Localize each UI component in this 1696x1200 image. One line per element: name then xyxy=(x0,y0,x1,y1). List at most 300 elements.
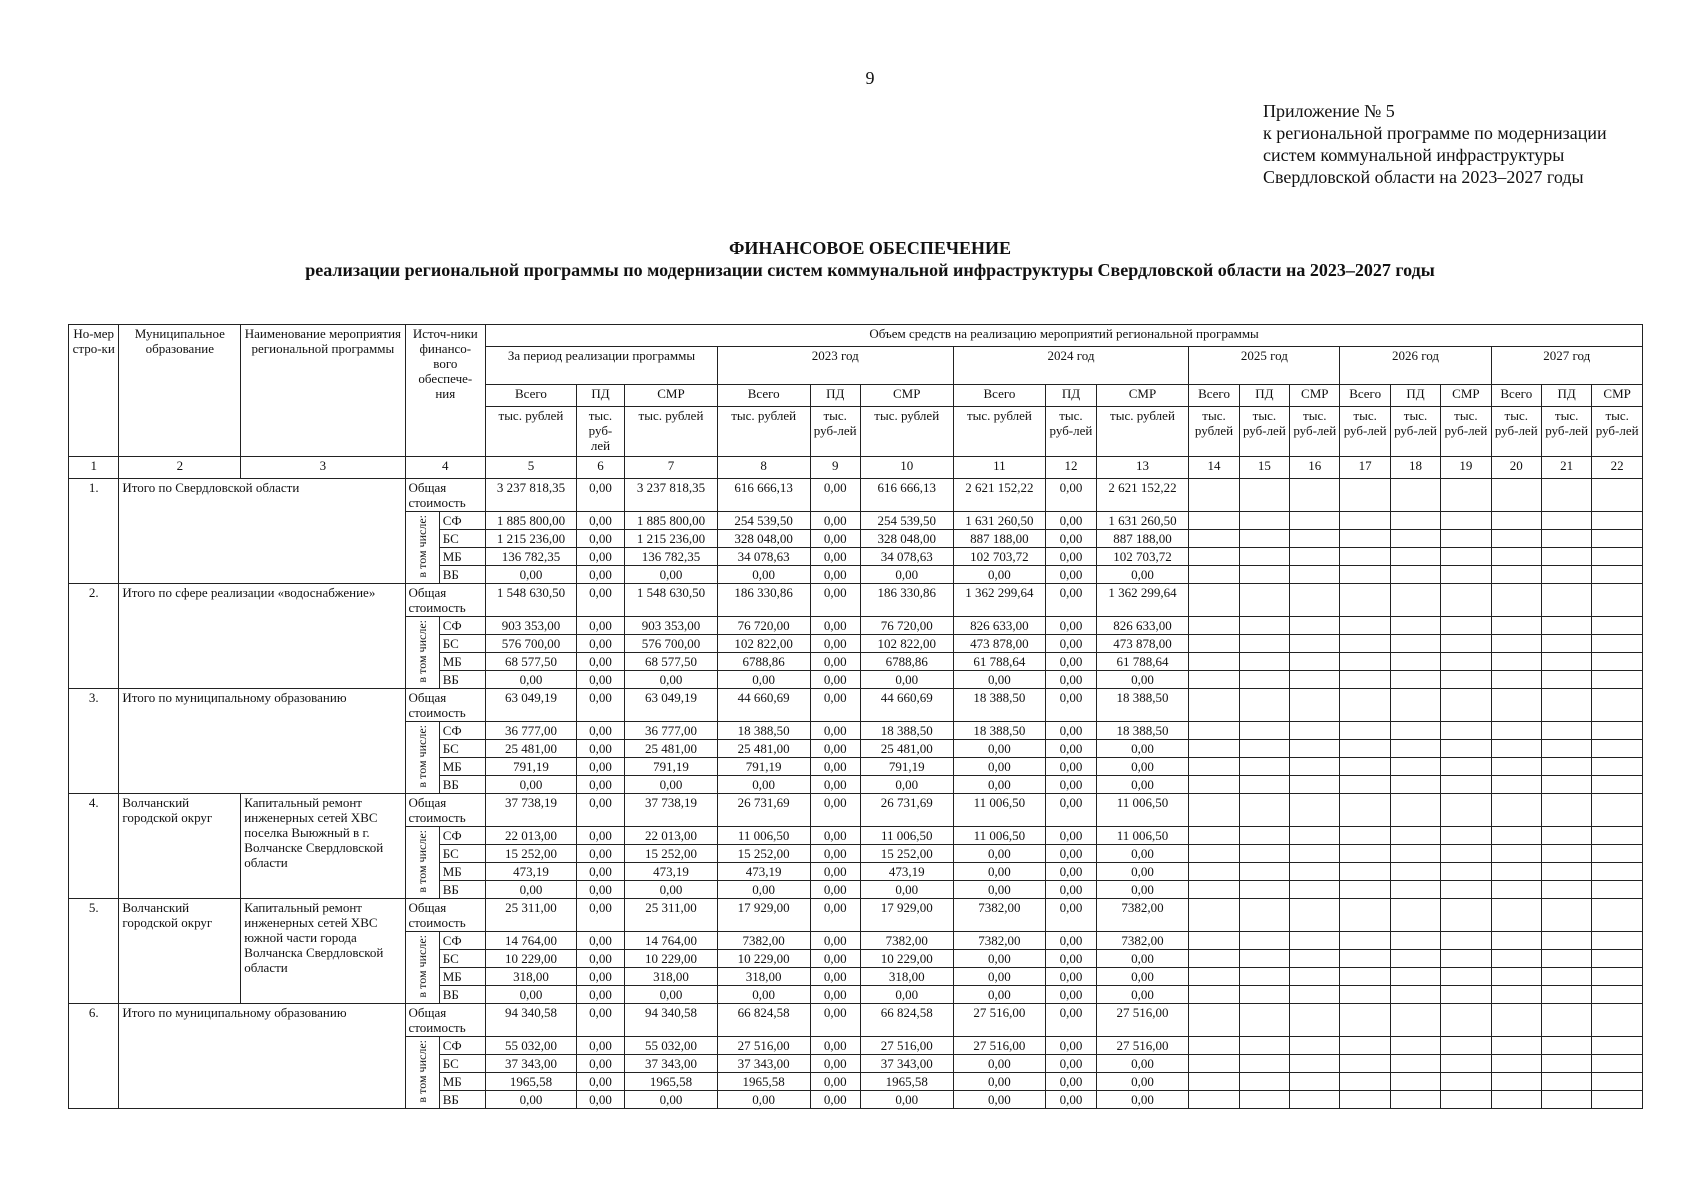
value-cell: 0,00 xyxy=(953,1055,1046,1073)
source-mb-label: МБ xyxy=(439,548,485,566)
header-unit: тыс. руб-лей xyxy=(1592,407,1643,457)
total-cost-label: Общая стоимость xyxy=(405,584,486,617)
empty-cell xyxy=(1592,899,1643,932)
empty-cell xyxy=(1290,617,1340,635)
empty-cell xyxy=(1290,1004,1340,1037)
value-cell: 25 481,00 xyxy=(486,740,577,758)
value-cell: 18 388,50 xyxy=(953,722,1046,740)
value-cell: 11 006,50 xyxy=(1096,794,1189,827)
value-cell: 0,00 xyxy=(810,512,860,530)
value-cell: 0,00 xyxy=(953,758,1046,776)
value-cell: 1 215 236,00 xyxy=(486,530,577,548)
empty-cell xyxy=(1189,740,1239,758)
value-cell: 1965,58 xyxy=(860,1073,953,1091)
value-cell: 11 006,50 xyxy=(860,827,953,845)
empty-cell xyxy=(1491,617,1541,635)
row-number: 4. xyxy=(69,794,119,899)
value-cell: 7382,00 xyxy=(860,932,953,950)
empty-cell xyxy=(1239,932,1289,950)
value-cell: 0,00 xyxy=(860,566,953,584)
header-vsego: Всего xyxy=(1491,385,1541,407)
value-cell: 473 878,00 xyxy=(1096,635,1189,653)
value-cell: 27 516,00 xyxy=(953,1004,1046,1037)
empty-cell xyxy=(1239,1037,1289,1055)
empty-cell xyxy=(1491,1004,1541,1037)
empty-cell xyxy=(1340,722,1390,740)
empty-cell xyxy=(1441,653,1491,671)
header-smr: СМР xyxy=(860,385,953,407)
in-total-label xyxy=(405,827,439,899)
empty-cell xyxy=(1491,950,1541,968)
value-cell: 826 633,00 xyxy=(953,617,1046,635)
header-unit: тыс. рублей xyxy=(860,407,953,457)
value-cell: 15 252,00 xyxy=(860,845,953,863)
value-cell: 254 539,50 xyxy=(717,512,810,530)
value-cell: 0,00 xyxy=(1046,758,1096,776)
empty-cell xyxy=(1340,1037,1390,1055)
value-cell: 0,00 xyxy=(576,1073,624,1091)
value-cell: 1965,58 xyxy=(717,1073,810,1091)
empty-cell xyxy=(1189,1055,1239,1073)
value-cell: 0,00 xyxy=(1046,584,1096,617)
empty-cell xyxy=(1441,584,1491,617)
value-cell: 66 824,58 xyxy=(860,1004,953,1037)
value-cell: 0,00 xyxy=(1046,1037,1096,1055)
column-number: 5 xyxy=(486,457,577,479)
in-total-text: в том числе: xyxy=(415,724,430,788)
header-unit: тыс. рублей xyxy=(486,407,577,457)
value-cell: 61 788,64 xyxy=(953,653,1046,671)
empty-cell xyxy=(1189,635,1239,653)
row-title: Итого по Свердловской области xyxy=(119,479,405,584)
empty-cell xyxy=(1592,881,1643,899)
empty-cell xyxy=(1340,1055,1390,1073)
empty-cell xyxy=(1340,950,1390,968)
empty-cell xyxy=(1239,881,1289,899)
empty-cell xyxy=(1340,863,1390,881)
empty-cell xyxy=(1390,1073,1440,1091)
empty-cell xyxy=(1390,758,1440,776)
value-cell: 0,00 xyxy=(810,617,860,635)
source-mb-label: МБ xyxy=(439,968,485,986)
empty-cell xyxy=(1189,653,1239,671)
empty-cell xyxy=(1189,1073,1239,1091)
value-cell: 6788,86 xyxy=(860,653,953,671)
empty-cell xyxy=(1189,722,1239,740)
header-smr: СМР xyxy=(1290,385,1340,407)
value-cell: 27 516,00 xyxy=(1096,1004,1189,1037)
empty-cell xyxy=(1390,1055,1440,1073)
empty-cell xyxy=(1239,1091,1289,1109)
value-cell: 0,00 xyxy=(576,617,624,635)
value-cell: 0,00 xyxy=(576,863,624,881)
value-cell: 0,00 xyxy=(1046,1004,1096,1037)
value-cell: 26 731,69 xyxy=(860,794,953,827)
value-cell: 1 362 299,64 xyxy=(1096,584,1189,617)
header-smr: СМР xyxy=(1441,385,1491,407)
value-cell: 0,00 xyxy=(810,566,860,584)
empty-cell xyxy=(1390,566,1440,584)
empty-cell xyxy=(1390,827,1440,845)
header-unit: тыс. руб-лей xyxy=(1491,407,1541,457)
empty-cell xyxy=(1541,950,1591,968)
appendix-line: к региональной программе по модернизации xyxy=(1263,123,1607,143)
empty-cell xyxy=(1239,653,1289,671)
source-sf-label: СФ xyxy=(439,932,485,950)
header-unit: тыс. рублей xyxy=(625,407,718,457)
header-vsego: Всего xyxy=(717,385,810,407)
empty-cell xyxy=(1441,722,1491,740)
header-pd: ПД xyxy=(810,385,860,407)
empty-cell xyxy=(1592,1037,1643,1055)
value-cell: 0,00 xyxy=(576,776,624,794)
value-cell: 0,00 xyxy=(486,1091,577,1109)
empty-cell xyxy=(1441,512,1491,530)
value-cell: 0,00 xyxy=(576,566,624,584)
column-number: 19 xyxy=(1441,457,1491,479)
value-cell: 328 048,00 xyxy=(717,530,810,548)
empty-cell xyxy=(1541,932,1591,950)
empty-cell xyxy=(1290,689,1340,722)
value-cell: 37 343,00 xyxy=(486,1055,577,1073)
value-cell: 0,00 xyxy=(717,671,810,689)
value-cell: 34 078,63 xyxy=(860,548,953,566)
empty-cell xyxy=(1189,1004,1239,1037)
value-cell: 0,00 xyxy=(860,1091,953,1109)
value-cell: 0,00 xyxy=(1046,530,1096,548)
empty-cell xyxy=(1290,479,1340,512)
value-cell: 0,00 xyxy=(1046,899,1096,932)
value-cell: 0,00 xyxy=(953,968,1046,986)
empty-cell xyxy=(1491,794,1541,827)
value-cell: 0,00 xyxy=(1046,635,1096,653)
empty-cell xyxy=(1340,671,1390,689)
value-cell: 0,00 xyxy=(810,881,860,899)
empty-cell xyxy=(1390,1091,1440,1109)
empty-cell xyxy=(1592,548,1643,566)
empty-cell xyxy=(1239,740,1289,758)
row-number: 3. xyxy=(69,689,119,794)
empty-cell xyxy=(1390,512,1440,530)
empty-cell xyxy=(1592,671,1643,689)
empty-cell xyxy=(1390,794,1440,827)
empty-cell xyxy=(1390,530,1440,548)
column-number: 13 xyxy=(1096,457,1189,479)
value-cell: 791,19 xyxy=(717,758,810,776)
empty-cell xyxy=(1541,794,1591,827)
empty-cell xyxy=(1189,863,1239,881)
empty-cell xyxy=(1441,1073,1491,1091)
empty-cell xyxy=(1441,566,1491,584)
value-cell: 0,00 xyxy=(576,845,624,863)
value-cell: 0,00 xyxy=(1046,617,1096,635)
value-cell: 0,00 xyxy=(576,671,624,689)
empty-cell xyxy=(1491,584,1541,617)
empty-cell xyxy=(1290,827,1340,845)
empty-cell xyxy=(1290,566,1340,584)
empty-cell xyxy=(1541,617,1591,635)
empty-cell xyxy=(1340,932,1390,950)
value-cell: 0,00 xyxy=(953,986,1046,1004)
in-total-text: в том числе: xyxy=(415,829,430,893)
empty-cell xyxy=(1390,740,1440,758)
value-cell: 0,00 xyxy=(860,881,953,899)
value-cell: 102 703,72 xyxy=(1096,548,1189,566)
empty-cell xyxy=(1541,479,1591,512)
empty-cell xyxy=(1541,1091,1591,1109)
column-number: 3 xyxy=(241,457,405,479)
value-cell: 2 621 152,22 xyxy=(953,479,1046,512)
value-cell: 0,00 xyxy=(1046,932,1096,950)
empty-cell xyxy=(1541,827,1591,845)
value-cell: 18 388,50 xyxy=(1096,689,1189,722)
empty-cell xyxy=(1239,512,1289,530)
table-row xyxy=(69,899,1643,932)
empty-cell xyxy=(1390,617,1440,635)
empty-cell xyxy=(1390,671,1440,689)
empty-cell xyxy=(1441,950,1491,968)
value-cell: 37 343,00 xyxy=(625,1055,718,1073)
value-cell: 0,00 xyxy=(953,776,1046,794)
empty-cell xyxy=(1441,881,1491,899)
empty-cell xyxy=(1290,722,1340,740)
value-cell: 1 885 800,00 xyxy=(486,512,577,530)
value-cell: 0,00 xyxy=(486,881,577,899)
activity-name: Капитальный ремонт инженерных сетей ХВС поселка Выюжный в г. Волчанске Свердловской области xyxy=(241,794,405,899)
value-cell: 7382,00 xyxy=(1096,899,1189,932)
empty-cell xyxy=(1441,776,1491,794)
empty-cell xyxy=(1390,776,1440,794)
value-cell: 1 885 800,00 xyxy=(625,512,718,530)
empty-cell xyxy=(1189,671,1239,689)
empty-cell xyxy=(1290,635,1340,653)
source-sf-label: СФ xyxy=(439,617,485,635)
column-number: 2 xyxy=(119,457,241,479)
empty-cell xyxy=(1592,986,1643,1004)
empty-cell xyxy=(1441,689,1491,722)
value-cell: 0,00 xyxy=(953,881,1046,899)
empty-cell xyxy=(1340,1073,1390,1091)
value-cell: 68 577,50 xyxy=(486,653,577,671)
empty-cell xyxy=(1592,776,1643,794)
empty-cell xyxy=(1390,1037,1440,1055)
empty-cell xyxy=(1239,1004,1289,1037)
empty-cell xyxy=(1239,584,1289,617)
header-pd: ПД xyxy=(1390,385,1440,407)
value-cell: 0,00 xyxy=(953,671,1046,689)
row-number: 2. xyxy=(69,584,119,689)
empty-cell xyxy=(1441,1004,1491,1037)
empty-cell xyxy=(1340,548,1390,566)
value-cell: 7382,00 xyxy=(1096,932,1189,950)
value-cell: 1 548 630,50 xyxy=(625,584,718,617)
empty-cell xyxy=(1491,671,1541,689)
empty-cell xyxy=(1189,899,1239,932)
header-unit: тыс. рублей xyxy=(717,407,810,457)
empty-cell xyxy=(1340,635,1390,653)
value-cell: 36 777,00 xyxy=(625,722,718,740)
column-number: 22 xyxy=(1592,457,1643,479)
empty-cell xyxy=(1592,827,1643,845)
empty-cell xyxy=(1441,1091,1491,1109)
value-cell: 37 738,19 xyxy=(486,794,577,827)
column-number: 6 xyxy=(576,457,624,479)
empty-cell xyxy=(1491,881,1541,899)
empty-cell xyxy=(1592,863,1643,881)
source-sf-label: СФ xyxy=(439,827,485,845)
empty-cell xyxy=(1239,722,1289,740)
value-cell: 11 006,50 xyxy=(717,827,810,845)
empty-cell xyxy=(1340,986,1390,1004)
empty-cell xyxy=(1541,863,1591,881)
value-cell: 1965,58 xyxy=(486,1073,577,1091)
header-activity: Наименование мероприятия региональной программы xyxy=(241,325,405,457)
empty-cell xyxy=(1441,1055,1491,1073)
value-cell: 0,00 xyxy=(810,584,860,617)
empty-cell xyxy=(1189,794,1239,827)
header-vsego: Всего xyxy=(953,385,1046,407)
total-cost-label: Общая стоимость xyxy=(405,689,486,722)
empty-cell xyxy=(1189,566,1239,584)
empty-cell xyxy=(1189,950,1239,968)
value-cell: 0,00 xyxy=(810,653,860,671)
value-cell: 0,00 xyxy=(576,635,624,653)
value-cell: 0,00 xyxy=(810,671,860,689)
empty-cell xyxy=(1541,1073,1591,1091)
value-cell: 576 700,00 xyxy=(486,635,577,653)
empty-cell xyxy=(1390,932,1440,950)
empty-cell xyxy=(1189,512,1239,530)
empty-cell xyxy=(1390,881,1440,899)
source-bs-label: БС xyxy=(439,950,485,968)
empty-cell xyxy=(1290,512,1340,530)
empty-cell xyxy=(1592,566,1643,584)
row-number: 5. xyxy=(69,899,119,1004)
row-number: 1. xyxy=(69,479,119,584)
value-cell: 25 481,00 xyxy=(625,740,718,758)
column-number: 1 xyxy=(69,457,119,479)
value-cell: 37 343,00 xyxy=(717,1055,810,1073)
value-cell: 0,00 xyxy=(1096,758,1189,776)
value-cell: 68 577,50 xyxy=(625,653,718,671)
value-cell: 0,00 xyxy=(1046,863,1096,881)
source-bs-label: БС xyxy=(439,530,485,548)
value-cell: 76 720,00 xyxy=(860,617,953,635)
empty-cell xyxy=(1239,827,1289,845)
value-cell: 2 621 152,22 xyxy=(1096,479,1189,512)
value-cell: 0,00 xyxy=(1096,1055,1189,1073)
empty-cell xyxy=(1390,479,1440,512)
empty-cell xyxy=(1491,635,1541,653)
empty-cell xyxy=(1592,1091,1643,1109)
header-unit: тыс. рублей xyxy=(1096,407,1189,457)
empty-cell xyxy=(1541,653,1591,671)
empty-cell xyxy=(1189,932,1239,950)
value-cell: 61 788,64 xyxy=(1096,653,1189,671)
value-cell: 11 006,50 xyxy=(1096,827,1189,845)
table-row xyxy=(69,479,1643,512)
value-cell: 791,19 xyxy=(625,758,718,776)
header-smr: СМР xyxy=(1592,385,1643,407)
value-cell: 22 013,00 xyxy=(486,827,577,845)
empty-cell xyxy=(1592,1073,1643,1091)
empty-cell xyxy=(1390,722,1440,740)
value-cell: 0,00 xyxy=(1046,845,1096,863)
empty-cell xyxy=(1390,845,1440,863)
empty-cell xyxy=(1541,1037,1591,1055)
value-cell: 0,00 xyxy=(810,479,860,512)
empty-cell xyxy=(1541,671,1591,689)
empty-cell xyxy=(1340,566,1390,584)
value-cell: 25 481,00 xyxy=(860,740,953,758)
value-cell: 0,00 xyxy=(810,932,860,950)
source-sf-label: СФ xyxy=(439,1037,485,1055)
empty-cell xyxy=(1592,932,1643,950)
empty-cell xyxy=(1491,653,1541,671)
empty-cell xyxy=(1491,479,1541,512)
value-cell: 3 237 818,35 xyxy=(486,479,577,512)
value-cell: 44 660,69 xyxy=(860,689,953,722)
header-unit: тыс. руб-лей xyxy=(810,407,860,457)
value-cell: 0,00 xyxy=(486,986,577,1004)
value-cell: 0,00 xyxy=(1046,881,1096,899)
value-cell: 0,00 xyxy=(576,740,624,758)
empty-cell xyxy=(1541,635,1591,653)
empty-cell xyxy=(1390,584,1440,617)
empty-cell xyxy=(1491,845,1541,863)
empty-cell xyxy=(1441,863,1491,881)
empty-cell xyxy=(1592,968,1643,986)
value-cell: 0,00 xyxy=(810,1055,860,1073)
header-municipality: Муниципальное образование xyxy=(119,325,241,457)
value-cell: 473,19 xyxy=(860,863,953,881)
appendix-note xyxy=(1263,100,1607,188)
empty-cell xyxy=(1441,986,1491,1004)
total-cost-label: Общая стоимость xyxy=(405,479,486,512)
total-cost-label: Общая стоимость xyxy=(405,1004,486,1037)
empty-cell xyxy=(1340,479,1390,512)
value-cell: 0,00 xyxy=(576,722,624,740)
value-cell: 10 229,00 xyxy=(486,950,577,968)
value-cell: 791,19 xyxy=(860,758,953,776)
in-total-label xyxy=(405,722,439,794)
value-cell: 15 252,00 xyxy=(625,845,718,863)
value-cell: 0,00 xyxy=(1046,671,1096,689)
empty-cell xyxy=(1290,1091,1340,1109)
column-number: 15 xyxy=(1239,457,1289,479)
value-cell: 0,00 xyxy=(576,794,624,827)
header-unit: тыс. руб-лей xyxy=(1290,407,1340,457)
empty-cell xyxy=(1239,899,1289,932)
value-cell: 14 764,00 xyxy=(486,932,577,950)
value-cell: 0,00 xyxy=(576,584,624,617)
value-cell: 18 388,50 xyxy=(953,689,1046,722)
empty-cell xyxy=(1592,740,1643,758)
value-cell: 27 516,00 xyxy=(860,1037,953,1055)
value-cell: 0,00 xyxy=(625,986,718,1004)
empty-cell xyxy=(1541,530,1591,548)
value-cell: 17 929,00 xyxy=(717,899,810,932)
value-cell: 0,00 xyxy=(576,968,624,986)
value-cell: 0,00 xyxy=(1046,566,1096,584)
column-number: 9 xyxy=(810,457,860,479)
empty-cell xyxy=(1189,968,1239,986)
value-cell: 0,00 xyxy=(810,950,860,968)
header-pd: ПД xyxy=(1239,385,1289,407)
empty-cell xyxy=(1390,548,1440,566)
value-cell: 1 215 236,00 xyxy=(625,530,718,548)
header-unit: тыс. руб-лей xyxy=(1046,407,1096,457)
